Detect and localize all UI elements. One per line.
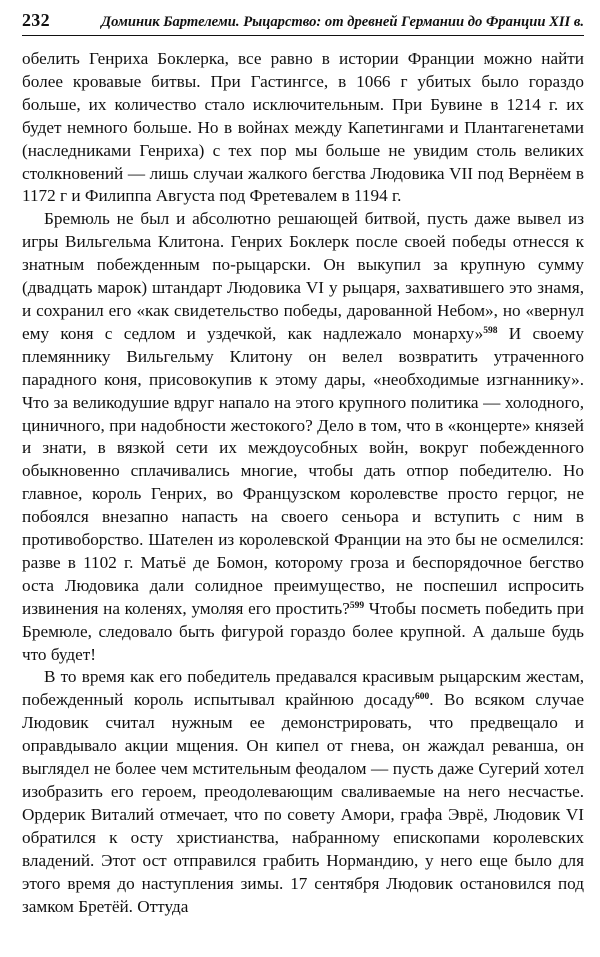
page-number: 232 [22, 10, 50, 30]
footnote-ref-598: 598 [483, 325, 498, 336]
paragraph-1 [22, 48, 584, 208]
text-segment: Чтобы посметь победить при Бремюле, следовало быть фигурой гораздо более крупной. А дальше будь что будет! [22, 598, 584, 664]
running-head [22, 10, 584, 36]
paragraph-2 [22, 208, 584, 666]
text-segment: И своему племяннику Вильгельму Клитону он велел возвратить утраченного парадного коня, присовокупив к этому дары, «необходимые изгнаннику». Что за великодушие вдруг напало на этого крупного политика — холодного, циничного, при надобности жестокого? Дело в том, что в «концерте» князей и знати, в вязкой сети их междоусобных войн, вокруг побежденного обыкновенно сплачивались многие, чтобы дать отпор победителю. Но главное, король Генрих, во Французском королевстве просто герцог, не побоялся внезапно напасть на своего сеньора и вступить с ним в противоборство. Шателен из королевской Франции на это бы не осмелился: разве в 1102 г. Матьё де Бомон, которому гроза и беспорядочное бегство оста Людовика дали солидное преимущество, не поспешил испросить извинения на коленях, умоляя его простить? [22, 323, 584, 618]
running-title: Доминик Бартелеми. Рыцарство: от древней Германии до Франции XII в. [101, 14, 584, 30]
body-text [22, 48, 584, 918]
text-segment: Бремюль не был и абсолютно решающей битвой, пусть даже вывел из игры Вильгельма Клитона. Генрих Боклерк после своей победы отнесся к знатным побежденным по-рыцарски. Он выкупил за крупную сумму (двадцать марок) штандарт Людовика VI у рыцаря, захватившего это знамя, и сохранил его «как свидетельство победы, дарованной Небом», но «вернул ему коня с седлом и уздечкой, как надлежало монарху» [22, 209, 584, 343]
paragraph-3 [22, 666, 584, 918]
footnote-ref-600: 600 [414, 692, 430, 703]
text-segment: обелить Генриха Боклерка, все равно в истории Франции можно найти более кровавые битвы. При Гастингсе, в 1066 г убитых было гораздо больше, их количество стало исключительным. При Бувине в 1214 г. их будет немного больше. Но в войнах между Капетингами и Плантагенетами (наследниками Генриха) с тех пор мы больше не увидим столь великих столкновений — лишь случаи жалкого бегства Людовика VII под Вернёем в 1172 г и Филиппа Августа под Фретевалем в 1194 г. [22, 49, 584, 206]
footnote-ref-599: 599 [349, 600, 365, 611]
text-segment: В то время как его победитель предавался красивым рыцарским жестам, побежденный король испытывал крайнюю досаду [22, 667, 584, 710]
text-segment: . Во всяком случае Людовик считал нужным ее демонстрировать, что предвещало и оправдывало акции мщения. Он кипел от гнева, он жаждал реванша, он выглядел не более чем мстительным феодалом — пусть даже Сугерий хотел изобразить его героем, преодолевающим сваливаемые на него несчастье. Ордерик Виталий отмечает, что по совету Амори, графа Эврё, Людовик VI обратился к осту христианства, набранному епископами королевских владений. Этот ост отправился грабить Нормандию, у него еще было для этого время до наступления зимы. 17 сентября Людовик остановился под замком Бретёй. Оттуда [22, 690, 585, 916]
